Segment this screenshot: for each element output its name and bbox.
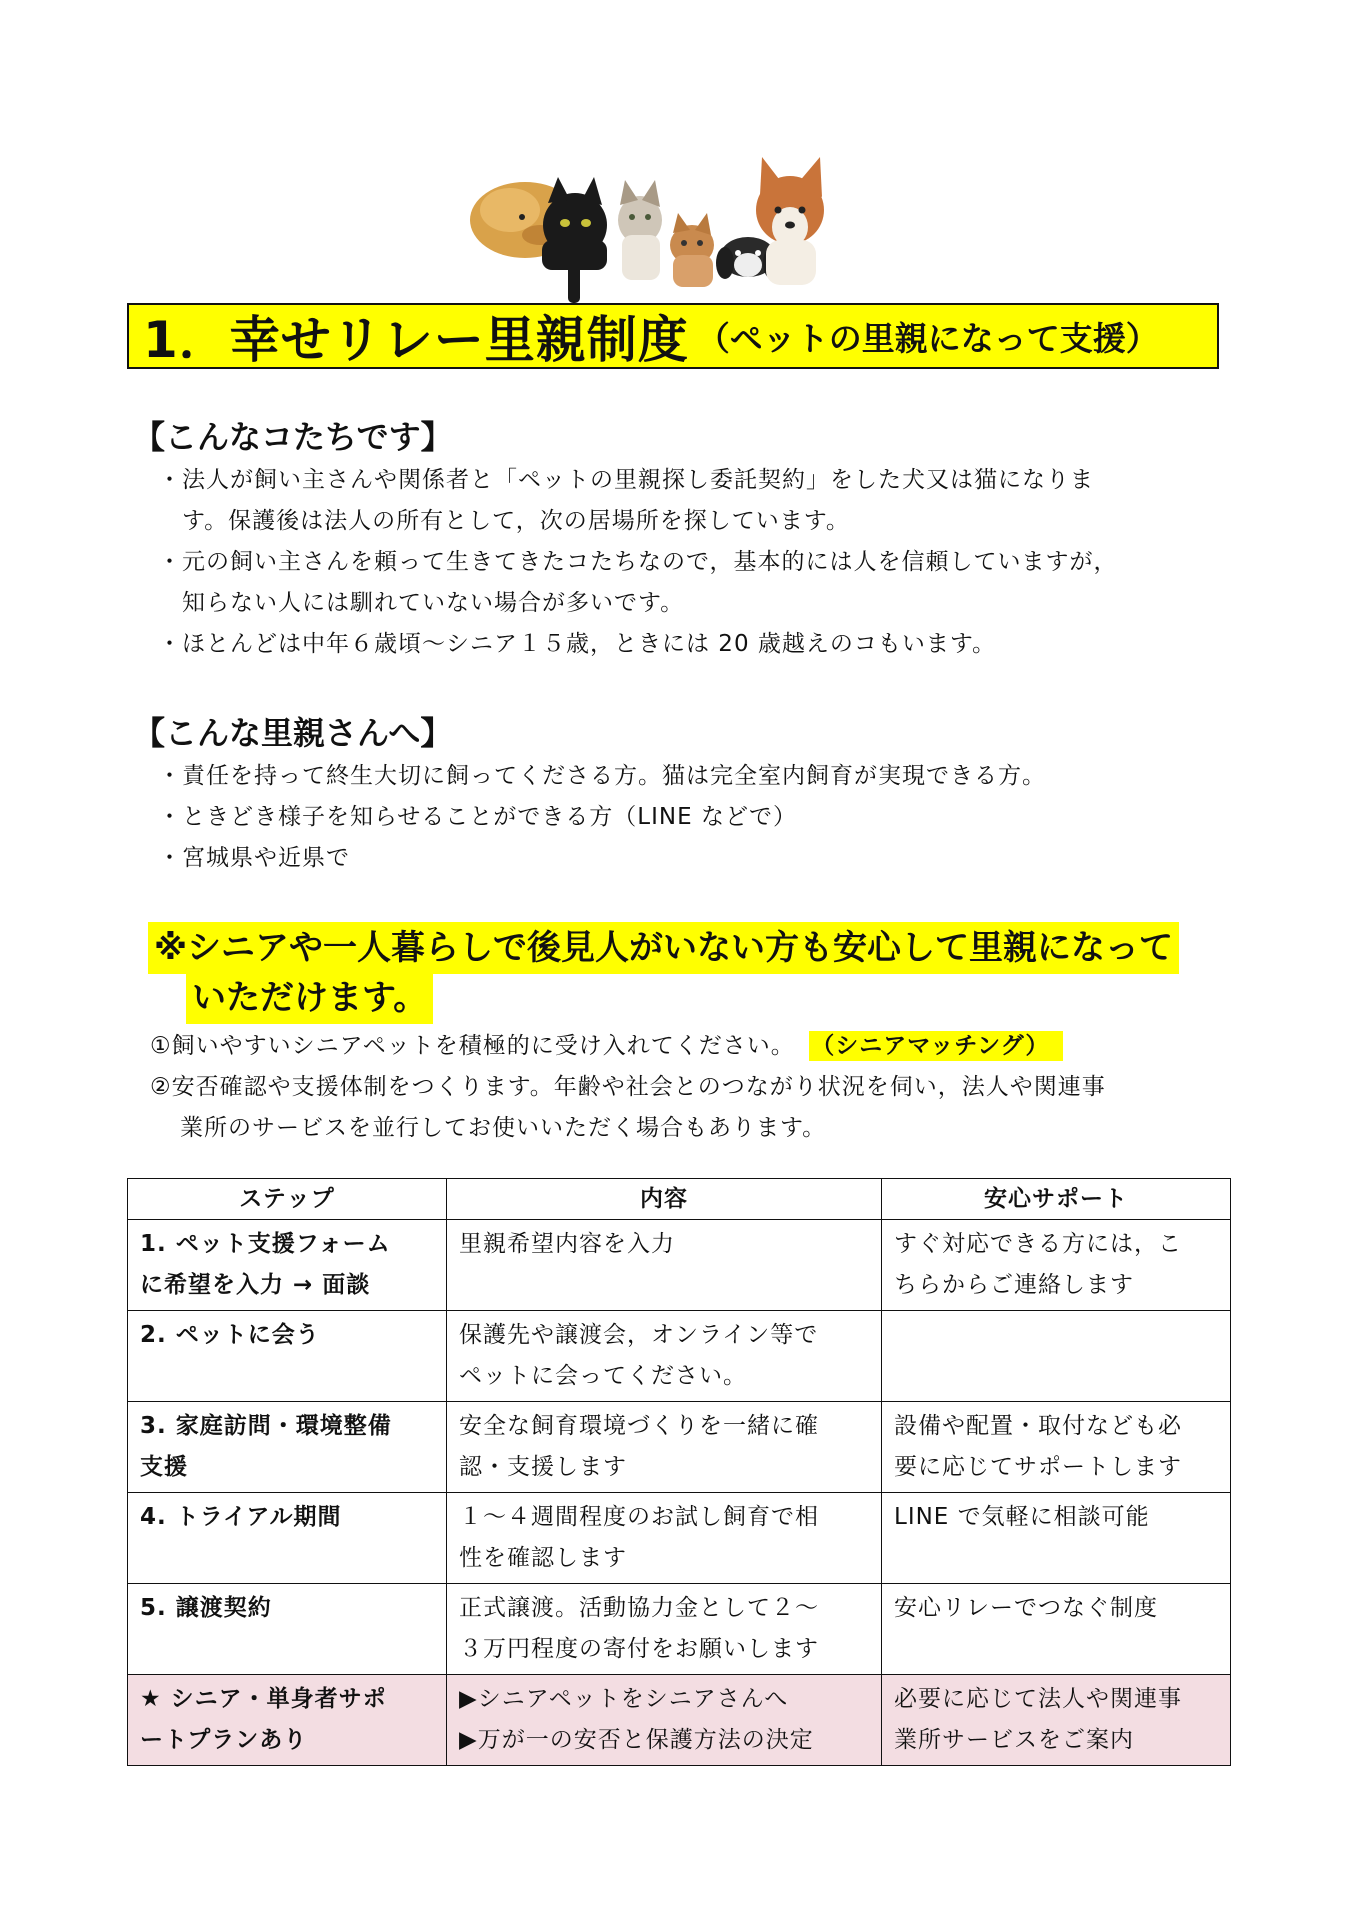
cell-line: 業所サービスをご案内 <box>894 1727 1134 1753</box>
cell-line: 設備や配置・取付なども必 <box>894 1413 1182 1439</box>
support-cell <box>882 1311 1231 1402</box>
cell-line: 正式譲渡。活動協力金として２～ <box>459 1595 819 1621</box>
cell-line: ▶シニアペットをシニアさんへ <box>459 1686 789 1712</box>
cell-line: 3. 家庭訪問・環境整備 <box>140 1413 392 1439</box>
page-subtitle: （ペットの里親になって支援） <box>696 318 1159 358</box>
cell-line: ちらからご連絡します <box>894 1272 1134 1298</box>
bullet-line: ・元の飼い主さんを頼って生きてきたコたちなので，基本的には人を信頼していますが， <box>158 549 1118 575</box>
tabby-cat-icon <box>618 180 662 280</box>
numbered-item-text: 業所のサービスを並行してお使いいただく場合もあります。 <box>180 1115 827 1141</box>
table-row <box>128 1584 1231 1675</box>
support-cell <box>882 1220 1231 1311</box>
cell-line: 必要に応じて法人や関連事 <box>894 1686 1182 1712</box>
step-cell <box>128 1675 447 1766</box>
title-box <box>127 303 1219 369</box>
cell-line: 支援 <box>140 1454 188 1480</box>
step-cell <box>128 1402 447 1493</box>
step-cell <box>128 1493 447 1584</box>
notice-line-1: ※シニアや一人暮らしで後見人がいない方も安心して里親になって <box>148 922 1179 974</box>
step-cell <box>128 1311 447 1402</box>
bullet-line: ・宮城県や近県で <box>158 845 350 871</box>
bullet-line: ・法人が飼い主さんや関係者と「ペットの里親探し委託契約」をした犬又は猫になりま <box>158 467 1094 493</box>
table-row <box>128 1311 1231 1402</box>
notice-line-2: いただけます。 <box>186 972 433 1024</box>
table-row-senior-plan <box>128 1675 1231 1766</box>
senior-matching-tag: （シニアマッチング） <box>809 1031 1064 1061</box>
cell-line: ▶万が一の安否と保護方法の決定 <box>459 1727 814 1753</box>
support-cell <box>882 1493 1231 1584</box>
bullet-item <box>158 838 1238 879</box>
content-cell <box>447 1311 882 1402</box>
support-cell <box>882 1584 1231 1675</box>
bullet-line: ・ほとんどは中年６歳頃～シニア１５歳，ときには 20 歳越えのコもいます。 <box>158 631 997 657</box>
numbered-item-2 <box>150 1067 1106 1149</box>
section-heading-fosters: 【こんな里親さんへ】 <box>133 714 453 752</box>
table-header-row <box>128 1179 1231 1220</box>
bullet-item <box>158 460 1238 542</box>
cell-line: 要に応じてサポートします <box>894 1454 1182 1480</box>
cell-line: LINE で気軽に相談可能 <box>894 1504 1150 1530</box>
step-cell <box>128 1584 447 1675</box>
cell-line: に希望を入力 → 面談 <box>140 1272 371 1298</box>
cell-line: 認・支援します <box>459 1454 627 1480</box>
cell-line: 4. トライアル期間 <box>140 1504 342 1530</box>
content-cell <box>447 1402 882 1493</box>
cell-line: 性を確認します <box>459 1545 627 1571</box>
cell-line: 里親希望内容を入力 <box>459 1231 675 1257</box>
table-row <box>128 1493 1231 1584</box>
steps-table <box>127 1178 1231 1766</box>
cell-line: 保護先や譲渡会，オンライン等で <box>459 1322 819 1348</box>
bullet-line: 知らない人には馴れていない場合が多いです。 <box>182 590 685 616</box>
bullet-item <box>158 624 1238 665</box>
cell-line: １～４週間程度のお試し飼育で相 <box>459 1504 819 1530</box>
column-header: ステップ <box>128 1179 447 1220</box>
cell-line: ートプランあり <box>140 1727 308 1753</box>
bullet-item <box>158 756 1238 797</box>
cell-line: 5. 譲渡契約 <box>140 1595 272 1621</box>
numbered-item-text: ①飼いやすいシニアペットを積極的に受け入れてください。 <box>150 1033 795 1059</box>
step-cell <box>128 1220 447 1311</box>
section-heading-pets: 【こんなコたちです】 <box>133 418 453 456</box>
cell-line: ★ シニア・単身者サポ <box>140 1686 387 1712</box>
cell-line: 2. ペットに会う <box>140 1322 320 1348</box>
content-cell <box>447 1493 882 1584</box>
corgi-icon <box>756 157 824 285</box>
black-cat-icon <box>542 177 607 303</box>
orange-cat-icon <box>670 213 714 287</box>
table-row <box>128 1402 1231 1493</box>
cell-line: 1. ペット支援フォーム <box>140 1231 391 1257</box>
support-cell <box>882 1675 1231 1766</box>
bullet-line: ・責任を持って終生大切に飼ってくださる方。猫は完全室内飼育が実現できる方。 <box>158 763 1046 789</box>
content-cell <box>447 1220 882 1311</box>
cell-line: ３万円程度の寄付をお願いします <box>459 1636 819 1662</box>
bullet-item <box>158 542 1238 624</box>
cell-line: ペットに会ってください。 <box>459 1363 747 1389</box>
support-cell <box>882 1402 1231 1493</box>
bullet-line: ・ときどき様子を知らせることができる方（LINE などで） <box>158 804 797 830</box>
cell-line: 安全な飼育環境づくりを一緒に確 <box>459 1413 819 1439</box>
content-cell <box>447 1675 882 1766</box>
table-row <box>128 1220 1231 1311</box>
cell-line: すぐ対応できる方には，こ <box>894 1231 1182 1257</box>
numbered-item-text: ②安否確認や支援体制をつくります。年齢や社会とのつながり状況を伺い，法人や関連事 <box>150 1074 1106 1100</box>
column-header: 安心サポート <box>882 1179 1231 1220</box>
pets-illustration <box>470 155 835 305</box>
column-header: 内容 <box>447 1179 882 1220</box>
page-title: 1．幸せリレー里親制度 <box>143 311 689 369</box>
content-cell <box>447 1584 882 1675</box>
bullet-item <box>158 797 1238 838</box>
cell-line: 安心リレーでつなぐ制度 <box>894 1595 1158 1621</box>
bullet-line: す。保護後は法人の所有として，次の居場所を探しています。 <box>182 508 850 534</box>
numbered-item-1 <box>150 1026 1063 1067</box>
